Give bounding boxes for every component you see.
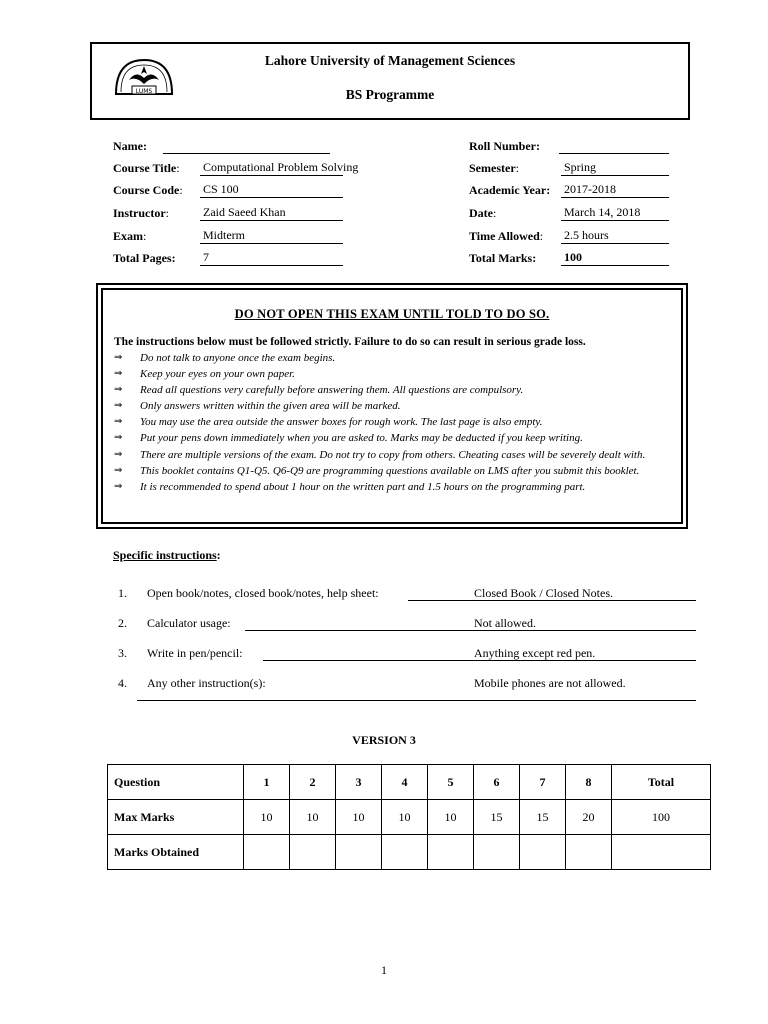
left-label: Total Pages: [113,251,176,265]
marks-obtained-row [108,835,711,870]
instruction-item [114,368,674,381]
right-label: Roll Number: [469,139,540,153]
left-label: Name: [113,139,147,153]
instruction-item [114,384,674,397]
max-marks-row [108,800,711,835]
instruction-text: Keep your eyes on your own paper. [140,368,295,381]
marks-cell: 10 [428,800,474,835]
programme-title: BS Programme [345,87,435,102]
left-label: Course Code: [113,183,183,197]
logo-text: LUMS [135,88,153,95]
row-header-cell: Max Marks [108,800,244,835]
instructions-lead: The instructions below must be followed strictly. Failure to do so can result in serious grade loss. [114,336,586,348]
field-label-text: Total Marks [469,251,533,265]
marks-cell: 2 [290,765,336,800]
row-header-cell: Marks Obtained [108,835,244,870]
left-field-value[interactable]: Midterm [200,229,343,244]
field-label-text: Name [113,139,143,153]
instruction-text: You may use the area outside the answer boxes for rough work. The last page is also empty. [140,416,543,429]
instruction-item [114,465,674,478]
spec-item-label: Write in pen/pencil: [147,646,243,660]
spec-item-value: Anything except red pen. [474,646,596,660]
spec-item-number: 2. [118,616,127,630]
field-label-text: Exam [113,229,143,243]
instruction-item [114,416,674,429]
marks-header-row [108,765,711,800]
field-label-text: Time Allowed [469,229,540,243]
marks-cell[interactable] [566,835,612,870]
right-label: Academic Year: [469,183,551,197]
right-field-value[interactable]: 2017-2018 [561,183,669,198]
field-label-text: Semester [469,161,516,175]
spec-answer-line [245,630,696,631]
right-label: Total Marks: [469,251,537,265]
marks-cell: 10 [382,800,428,835]
instruction-item [114,400,674,413]
left-field-value[interactable]: CS 100 [200,183,343,198]
marks-cell: 3 [336,765,382,800]
field-label-text: Date [469,206,493,220]
marks-cell[interactable] [428,835,474,870]
lums-logo [112,52,176,102]
field-label-text: Academic Year [469,183,547,197]
marks-cell: 4 [382,765,428,800]
marks-cell: 8 [566,765,612,800]
instructions-box [96,283,688,529]
instruction-text: Read all questions very carefully before answering them. All questions are compulsory. [140,384,524,397]
marks-cell[interactable] [336,835,382,870]
marks-cell: 10 [336,800,382,835]
right-label: Time Allowed: [469,229,544,243]
arrow-icon: ⇒ [114,416,123,428]
marks-cell: 10 [244,800,290,835]
instruction-item [114,352,674,365]
left-label: Instructor: [113,206,170,220]
marks-cell[interactable] [290,835,336,870]
arrow-icon: ⇒ [114,368,123,380]
spec-item-number: 1. [118,586,127,600]
left-label: Course Title: [113,161,180,175]
arrow-icon: ⇒ [114,352,123,363]
spec-answer-line [408,600,696,601]
header-box [90,42,690,120]
marks-cell: 5 [428,765,474,800]
row-header-cell: Question [108,765,244,800]
arrow-icon: ⇒ [114,448,123,460]
left-field-value[interactable] [163,139,330,154]
marks-cell: 15 [520,800,566,835]
instructions-list [114,352,674,497]
field-label-text: Course Title [113,161,177,175]
page-number: 1 [381,963,387,977]
right-label: Date: [469,206,497,220]
marks-cell: Total [612,765,711,800]
spec-item-number: 3. [118,646,127,660]
arrow-icon: ⇒ [114,480,123,492]
spec-item-number: 4. [118,676,127,690]
instruction-item [114,449,674,462]
instructions-inner-border [101,288,683,524]
marks-cell: 20 [566,800,612,835]
instruction-item [114,481,674,494]
specific-instructions-heading: Specific instructions: [113,548,221,562]
field-label-text: Roll Number [469,139,536,153]
spec-item-value: Not allowed. [474,616,536,630]
marks-cell: 6 [474,765,520,800]
version-label: VERSION 3 [352,733,416,747]
instructions-title: DO NOT OPEN THIS EXAM UNTIL TOLD TO DO SO. [234,307,550,321]
right-field-value[interactable]: March 14, 2018 [561,206,669,221]
marks-cell[interactable] [474,835,520,870]
arrow-icon: ⇒ [114,400,123,412]
spec-item-label: Any other instruction(s): [147,676,266,690]
field-label-text: Total Pages [113,251,172,265]
spec-item-value: Mobile phones are not allowed. [474,676,626,690]
marks-cell[interactable] [612,835,711,870]
instruction-text: Do not talk to anyone once the exam begins. [140,352,336,364]
left-field-value[interactable]: 7 [200,251,343,266]
left-label: Exam: [113,229,147,243]
right-field-value[interactable]: Spring [561,161,669,176]
marks-cell: 10 [290,800,336,835]
marks-cell[interactable] [382,835,428,870]
right-field-value[interactable]: 100 [561,251,669,266]
university-name: Lahore University of Management Sciences [264,53,516,68]
marks-cell: 15 [474,800,520,835]
marks-cell[interactable] [520,835,566,870]
arrow-icon: ⇒ [114,464,123,476]
instruction-text: Put your pens down immediately when you are asked to. Marks may be deducted if you keep writing. [140,432,583,445]
instruction-text: Only answers written within the given area will be marked. [140,400,401,413]
marks-cell[interactable] [244,835,290,870]
right-field-value[interactable]: 2.5 hours [561,229,669,244]
instruction-text: It is recommended to spend about 1 hour on the written part and 1.5 hours on the programming part. [140,480,586,493]
left-field-value[interactable]: Zaid Saeed Khan [200,206,343,221]
arrow-icon: ⇒ [114,432,123,444]
field-label-text: Course Code [113,183,180,197]
marks-cell: 100 [612,800,711,835]
spec-item-label: Calculator usage: [147,616,231,630]
marks-cell: 7 [520,765,566,800]
instruction-item [114,432,674,445]
spec-answer-line [263,660,696,661]
right-field-value[interactable] [559,139,669,154]
instruction-text: This booklet contains Q1-Q5. Q6-Q9 are programming questions available on LMS after you submit this booklet. [140,464,640,477]
left-field-value[interactable]: Computational Problem Solving [200,161,343,176]
arrow-icon: ⇒ [114,384,123,396]
specific-instructions-title: Specific instructions [113,548,217,562]
spec-answer-line [137,700,696,701]
spec-item-label: Open book/notes, closed book/notes, help sheet: [147,586,379,600]
right-label: Semester: [469,161,519,175]
instruction-text: There are multiple versions of the exam. Do not try to copy from others. Cheating cases will be severely dealt with. [140,448,646,461]
marks-cell: 1 [244,765,290,800]
marks-table [107,764,711,870]
field-label-text: Instructor [113,206,166,220]
spec-item-value: Closed Book / Closed Notes. [474,586,614,600]
